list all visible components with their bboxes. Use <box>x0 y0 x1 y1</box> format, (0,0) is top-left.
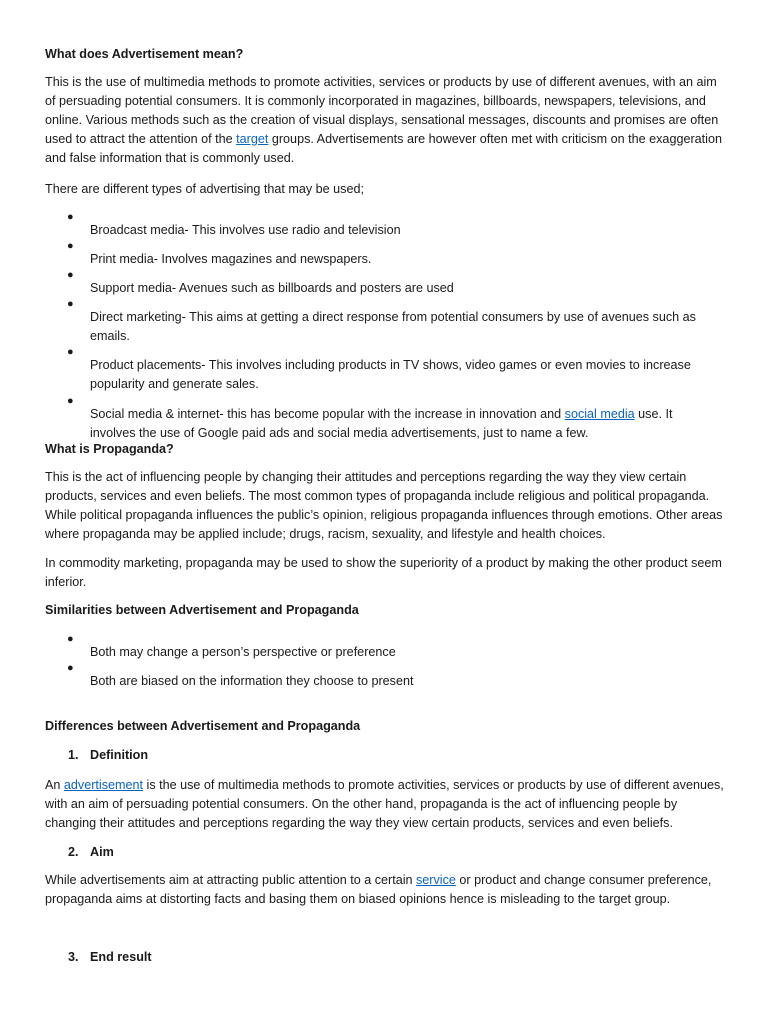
bullet-icon: ● <box>67 633 74 645</box>
paragraph-aim <box>45 871 725 909</box>
list-item-social <box>90 405 720 443</box>
bullet-icon: ● <box>67 662 74 674</box>
paragraph-types: There are different types of advertising that may be used; <box>45 182 364 196</box>
paragraph-definition <box>45 776 725 833</box>
link-social-media[interactable]: social media <box>564 406 635 421</box>
list-item: Print media- Involves magazines and newspapers. <box>90 251 372 266</box>
number-3: 3. <box>68 950 79 964</box>
aim-text-1: While advertisements aim at attracting public attention to a certain <box>45 873 416 887</box>
def-text-2: is the use of multimedia methods to promote activities, services or products by use of different avenues, with an aim of persuading potential consumers. On the other hand, propaganda is the act of influencing people by changing their attitudes and perceptions regarding the way they view certain products, services and even beliefs. <box>45 778 724 830</box>
heading-similarities: Similarities between Advertisement and Propaganda <box>45 603 359 617</box>
subheading-aim: Aim <box>90 845 114 859</box>
advert-text-1: This is the use of multimedia methods to promote activities, services or products by use of different avenues, with an aim of persuading potential consumers. It is commonly incorporated in magazines, billboards, newspapers, televisions, and online. Various methods such as the creation of visual displays, sensational messages, discounts and promises are often used to attract the attention of the <box>45 75 719 146</box>
list-item: Direct marketing- This aims at getting a direct response from potential consumers by use of avenues such as emails. <box>90 309 696 343</box>
social-text-2: use. It involves the use of Google paid ads and social media advertisements, just to name a few. <box>90 406 673 440</box>
subheading-definition: Definition <box>90 748 149 762</box>
link-service[interactable]: service <box>416 873 456 887</box>
list-item: Both are biased on the information they choose to present <box>90 673 414 688</box>
bullet-icon: ● <box>67 269 74 281</box>
link-target[interactable]: target <box>236 132 269 146</box>
heading-differences: Differences between Advertisement and Propaganda <box>45 719 361 733</box>
number-1: 1. <box>68 748 79 762</box>
paragraph-propaganda: This is the act of influencing people by changing their attitudes and perceptions regarding the way they view certain products, services and even beliefs. The most common types of propaganda include religious and political propaganda. While political propaganda influences the public’s opinion, religious propaganda influences through emotions. Other areas where propaganda may be applied include; drugs, racism, sexuality, and lifestyle and health choices. <box>45 470 723 541</box>
advert-text-2: groups. Advertisements are however often met with criticism on the exaggeration and false information that is commonly used. <box>45 132 722 165</box>
heading-advertisement: What does Advertisement mean? <box>45 47 244 61</box>
list-item: Broadcast media- This involves use radio and television <box>90 222 401 237</box>
paragraph-advertisement <box>45 73 725 168</box>
number-2: 2. <box>68 845 79 859</box>
bullet-icon: ● <box>67 240 74 252</box>
subheading-end-result: End result <box>90 950 152 964</box>
bullet-icon: ● <box>67 395 74 407</box>
aim-text-2: or product and change consumer preference, propaganda aims at distorting facts and basing them on biased opinions hence is misleading to the target group. <box>45 873 712 906</box>
heading-propaganda: What is Propaganda? <box>45 442 174 456</box>
bullet-icon: ● <box>67 346 74 358</box>
paragraph-commodity: In commodity marketing, propaganda may be used to show the superiority of a product by making the other product seem inferior. <box>45 556 722 589</box>
social-text-1: Social media & internet- this has become popular with the increase in innovation and <box>90 406 565 421</box>
list-item: Product placements- This involves including products in TV shows, video games or even movies to increase popularity and generate sales. <box>90 357 691 391</box>
list-item: Support media- Avenues such as billboards and posters are used <box>90 280 454 295</box>
bullet-icon: ● <box>67 211 74 223</box>
bullet-icon: ● <box>67 298 74 310</box>
link-advertisement[interactable]: advertisement <box>63 778 144 792</box>
list-item: Both may change a person’s perspective or preference <box>90 644 396 659</box>
def-text-1: An <box>45 778 64 792</box>
